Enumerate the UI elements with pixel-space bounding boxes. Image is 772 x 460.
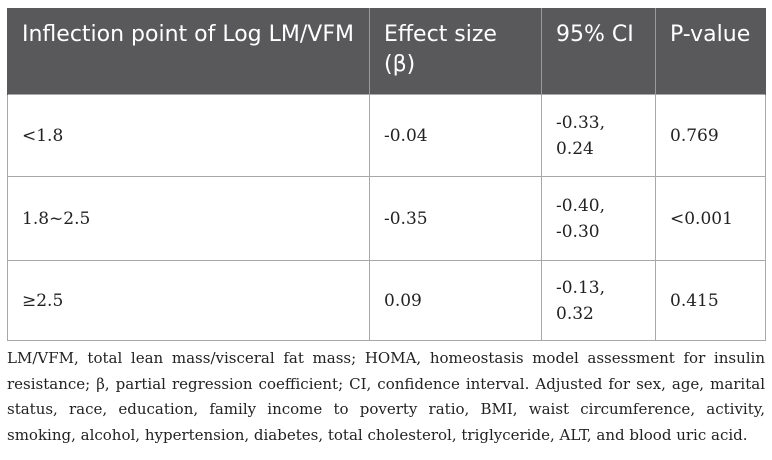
cell-confidence-interval: -0.13, 0.32 xyxy=(542,261,656,341)
cell-confidence-interval: -0.33, 0.24 xyxy=(542,95,656,177)
cell-p-value: <0.001 xyxy=(656,177,766,261)
table-row xyxy=(8,177,766,261)
table-row xyxy=(8,95,766,177)
table-body xyxy=(8,95,766,341)
table-header xyxy=(8,8,766,95)
table-footnote: LM/VFM, total lean mass/visceral fat mass; HOMA, homeostasis model assessment for insulin resistance; β, partial regression coefficient; CI, confidence interval. Adjusted for sex, age, marital status, race, education, family income to poverty ratio, BMI, waist circumference, activity, smoking, alcohol, hypertension, diabetes, total cholesterol, triglyceride, ALT, and blood uric acid. xyxy=(7,349,765,444)
header-effect-size: Effect size (β) xyxy=(370,8,542,95)
cell-inflection-point: ≥2.5 xyxy=(8,261,370,341)
header-confidence-interval: 95% CI xyxy=(542,8,656,95)
cell-inflection-point: <1.8 xyxy=(8,95,370,177)
cell-confidence-interval: -0.40, -0.30 xyxy=(542,177,656,261)
cell-p-value: 0.415 xyxy=(656,261,766,341)
cell-effect-size: -0.35 xyxy=(370,177,542,261)
cell-inflection-point: 1.8~2.5 xyxy=(8,177,370,261)
results-table-container xyxy=(7,8,765,341)
results-table xyxy=(7,8,766,341)
header-p-value: P-value xyxy=(656,8,766,95)
cell-effect-size: -0.04 xyxy=(370,95,542,177)
cell-p-value: 0.769 xyxy=(656,95,766,177)
table-row xyxy=(8,261,766,341)
header-row xyxy=(8,8,766,95)
header-inflection-point: Inflection point of Log LM/VFM xyxy=(8,8,370,95)
cell-effect-size: 0.09 xyxy=(370,261,542,341)
